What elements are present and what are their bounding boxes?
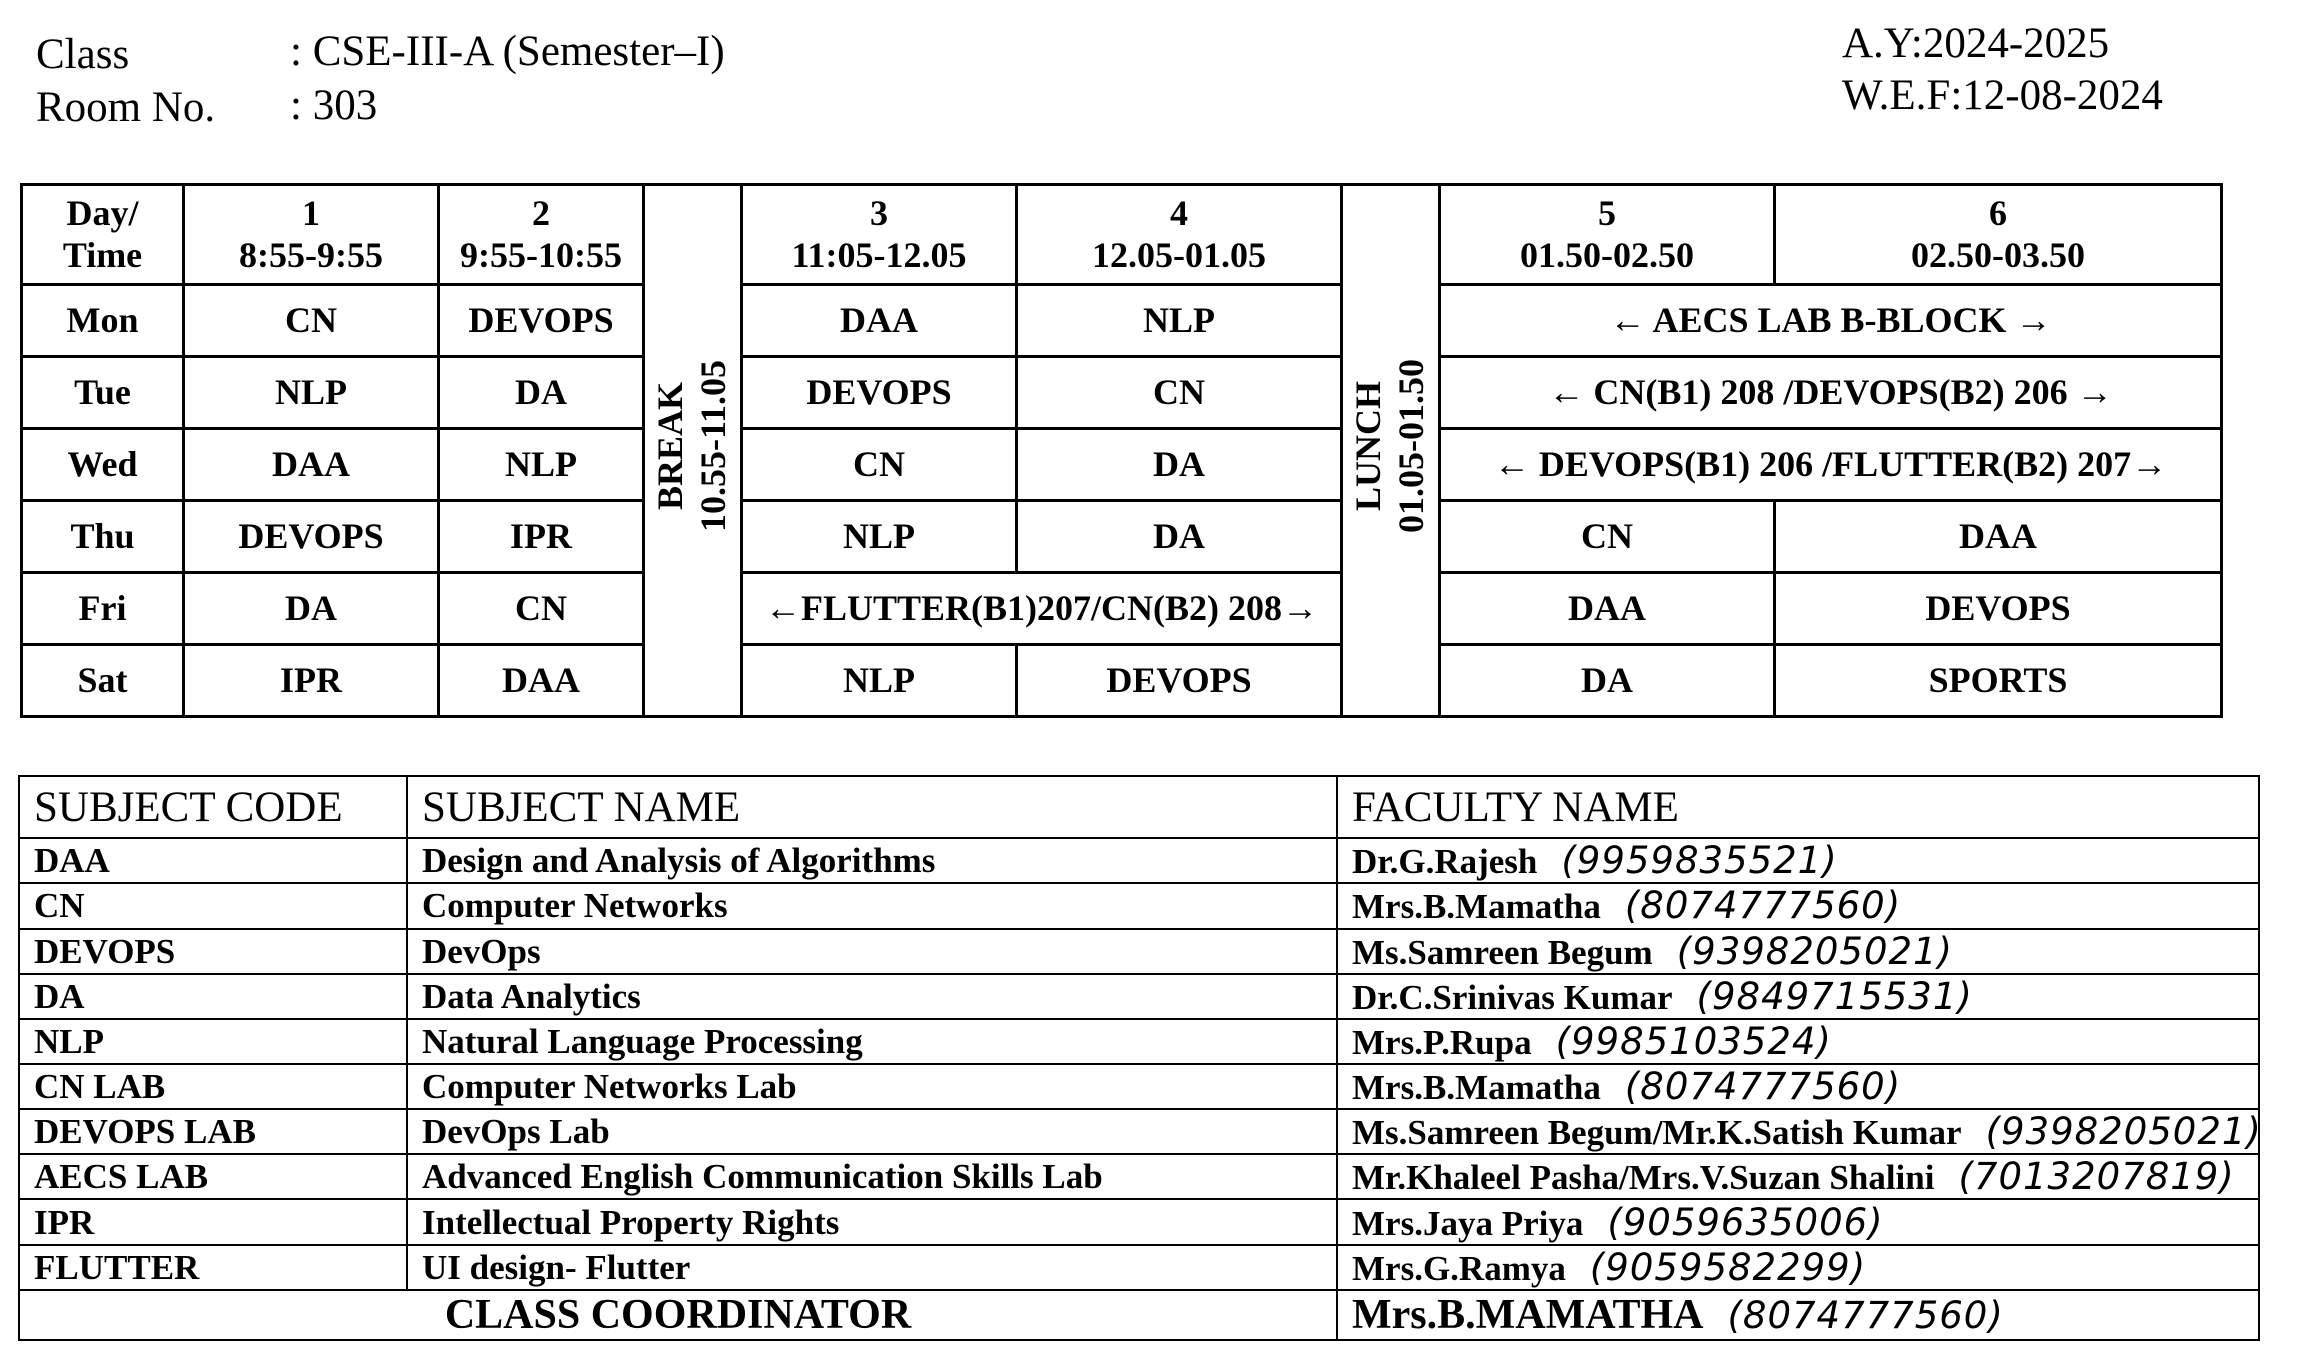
faculty-name: Mrs.P.Rupa <box>1352 1022 1532 1062</box>
break-time: 10.55-11.05 <box>693 359 734 532</box>
faculty-cell <box>1337 974 2259 1019</box>
subject-row <box>19 1245 2259 1290</box>
subject-code: DAA <box>19 838 407 883</box>
slot-cell: IPR <box>439 501 644 573</box>
slot-cell: IPR <box>184 645 439 717</box>
class-coordinator-name: Mrs.B.MAMATHA <box>1352 1291 1704 1338</box>
faculty-cell <box>1337 929 2259 974</box>
faculty-cell <box>1337 883 2259 928</box>
slot-cell: DA <box>1017 501 1342 573</box>
slot-cell: CN <box>1017 357 1342 429</box>
lunch-label: LUNCH <box>1348 380 1389 511</box>
subject-name: Intellectual Property Rights <box>407 1199 1337 1244</box>
class-coordinator-label: CLASS COORDINATOR <box>19 1290 1337 1340</box>
subject-code: NLP <box>19 1019 407 1064</box>
timetable-row-thu <box>22 501 2222 573</box>
subject-code: FLUTTER <box>19 1245 407 1290</box>
timetable-row-wed <box>22 429 2222 501</box>
day-time-header: Day/ Time <box>22 185 184 285</box>
period-4-time: 12.05-01.05 <box>1092 234 1266 275</box>
subject-code: CN LAB <box>19 1064 407 1109</box>
subject-row <box>19 883 2259 928</box>
faculty-name: Dr.C.Srinivas Kumar <box>1352 977 1673 1017</box>
subject-name: Advanced English Communication Skills Lab <box>407 1154 1337 1199</box>
faculty-cell <box>1337 1245 2259 1290</box>
subject-name-header: SUBJECT NAME <box>407 776 1337 838</box>
day-cell: Mon <box>22 285 184 357</box>
slot-cell: DAA <box>1440 573 1775 645</box>
slot-cell: NLP <box>439 429 644 501</box>
period-5-number: 5 <box>1598 193 1616 234</box>
subject-row <box>19 1199 2259 1244</box>
subject-row <box>19 1109 2259 1154</box>
period-2-header <box>439 185 644 285</box>
faculty-phone: (9398205021) <box>1985 1110 2262 1154</box>
slot-cell: CN <box>1440 501 1775 573</box>
faculty-cell <box>1337 1109 2262 1154</box>
faculty-cell <box>1337 1199 2259 1244</box>
period-4-header <box>1017 185 1342 285</box>
lab-slot-cell: ←FLUTTER(B1)207/CN(B2) 208→ <box>742 573 1342 645</box>
subject-row <box>19 838 2259 883</box>
period-6-time: 02.50-03.50 <box>1911 234 2085 275</box>
period-2-time: 9:55-10:55 <box>460 234 622 275</box>
subject-name: Design and Analysis of Algorithms <box>407 838 1337 883</box>
slot-cell: DAA <box>439 645 644 717</box>
timetable-row-mon <box>22 285 2222 357</box>
period-1-time: 8:55-9:55 <box>239 234 383 275</box>
period-1-number: 1 <box>302 193 320 234</box>
subject-name: DevOps <box>407 929 1337 974</box>
period-3-header <box>742 185 1017 285</box>
lab-slot-cell: ← CN(B1) 208 /DEVOPS(B2) 206 → <box>1440 357 2222 429</box>
faculty-name: Ms.Samreen Begum/Mr.K.Satish Kumar <box>1352 1113 1962 1153</box>
day-cell: Tue <box>22 357 184 429</box>
subject-row <box>19 1064 2259 1109</box>
day-cell: Fri <box>22 573 184 645</box>
subject-code: IPR <box>19 1199 407 1244</box>
period-1-header <box>184 185 439 285</box>
faculty-name: Ms.Samreen Begum <box>1352 932 1653 972</box>
lunch-time: 01.05-01.50 <box>1391 358 1432 533</box>
faculty-phone: (8074777560) <box>1624 1065 1902 1109</box>
slot-cell: DEVOPS <box>742 357 1017 429</box>
subject-row <box>19 974 2259 1019</box>
subject-name: Computer Networks <box>407 883 1337 928</box>
lab-slot-cell: ← AECS LAB B-BLOCK → <box>1440 285 2222 357</box>
timetable-row-sat <box>22 645 2222 717</box>
slot-cell: NLP <box>184 357 439 429</box>
lunch-text <box>1347 359 1433 533</box>
period-4-number: 4 <box>1170 193 1188 234</box>
wef-date: W.E.F:12-08-2024 <box>1842 72 2163 119</box>
faculty-phone: (8074777560) <box>1624 884 1902 928</box>
faculty-phone: (9849715531) <box>1696 974 1973 1018</box>
subject-row <box>19 1154 2259 1199</box>
day-cell: Sat <box>22 645 184 717</box>
faculty-phone: (9398205021) <box>1676 929 1953 973</box>
subject-name: Data Analytics <box>407 974 1337 1019</box>
subject-table-header <box>19 776 2259 838</box>
timetable-header-row <box>22 185 2222 285</box>
slot-cell: DEVOPS <box>1775 573 2222 645</box>
faculty-name-header: FACULTY NAME <box>1337 776 2259 838</box>
class-label: Class <box>36 31 130 78</box>
timetable <box>20 183 2223 718</box>
academic-year: A.Y:2024-2025 <box>1842 20 2110 67</box>
subject-name: UI design- Flutter <box>407 1245 1337 1290</box>
slot-cell: CN <box>184 285 439 357</box>
room-label: Room No. <box>36 84 216 131</box>
day-cell: Thu <box>22 501 184 573</box>
day-cell: Wed <box>22 429 184 501</box>
timetable-row-fri <box>22 573 2222 645</box>
subject-row <box>19 929 2259 974</box>
break-column <box>644 185 742 717</box>
faculty-name: Mrs.Jaya Priya <box>1352 1203 1584 1243</box>
slot-cell: CN <box>742 429 1017 501</box>
period-5-header <box>1440 185 1775 285</box>
room-value: : 303 <box>290 82 378 129</box>
period-3-number: 3 <box>870 193 888 234</box>
slot-cell: DEVOPS <box>439 285 644 357</box>
slot-cell: NLP <box>1017 285 1342 357</box>
slot-cell: DA <box>1440 645 1775 717</box>
subject-code: AECS LAB <box>19 1154 407 1199</box>
slot-cell: DEVOPS <box>1017 645 1342 717</box>
break-text <box>649 360 735 532</box>
faculty-cell <box>1337 1064 2259 1109</box>
faculty-name: Mrs.B.Mamatha <box>1352 887 1601 927</box>
subject-name: DevOps Lab <box>407 1109 1337 1154</box>
faculty-phone: (9059635006) <box>1607 1200 1884 1244</box>
slot-cell: NLP <box>742 501 1017 573</box>
faculty-phone: (9985103524) <box>1555 1019 1832 1063</box>
break-label: BREAK <box>650 381 691 510</box>
faculty-name: Dr.G.Rajesh <box>1352 842 1538 882</box>
faculty-cell <box>1337 838 2259 883</box>
faculty-cell <box>1337 1154 2259 1199</box>
class-coordinator-cell <box>1337 1290 2259 1340</box>
faculty-cell <box>1337 1019 2259 1064</box>
slot-cell: SPORTS <box>1775 645 2222 717</box>
period-6-header <box>1775 185 2222 285</box>
slot-cell: DAA <box>1775 501 2222 573</box>
faculty-name: Mrs.G.Ramya <box>1352 1248 1566 1288</box>
period-6-number: 6 <box>1989 193 2007 234</box>
slot-cell: DAA <box>184 429 439 501</box>
slot-cell: NLP <box>742 645 1017 717</box>
slot-cell: DA <box>1017 429 1342 501</box>
class-coordinator-phone: (8074777560) <box>1727 1293 2004 1337</box>
faculty-name: Mr.Khaleel Pasha/Mrs.V.Suzan Shalini <box>1352 1158 1935 1198</box>
timetable-row-tue <box>22 357 2222 429</box>
subject-code: CN <box>19 883 407 928</box>
subject-name: Computer Networks Lab <box>407 1064 1337 1109</box>
slot-cell: DA <box>439 357 644 429</box>
subject-code: DEVOPS LAB <box>19 1109 407 1154</box>
subject-code-header: SUBJECT CODE <box>19 776 407 838</box>
period-3-time: 11:05-12.05 <box>791 234 967 275</box>
faculty-phone: (9059582299) <box>1589 1245 1867 1289</box>
subject-name: Natural Language Processing <box>407 1019 1337 1064</box>
slot-cell: CN <box>439 573 644 645</box>
subject-row <box>19 1019 2259 1064</box>
class-value: : CSE-III-A (Semester–I) <box>290 28 725 75</box>
subject-code: DEVOPS <box>19 929 407 974</box>
lab-slot-cell: ← DEVOPS(B1) 206 /FLUTTER(B2) 207→ <box>1440 429 2222 501</box>
faculty-name: Mrs.B.Mamatha <box>1352 1068 1601 1108</box>
subject-code: DA <box>19 974 407 1019</box>
period-2-number: 2 <box>532 193 550 234</box>
slot-cell: DAA <box>742 285 1017 357</box>
slot-cell: DA <box>184 573 439 645</box>
period-5-time: 01.50-02.50 <box>1520 234 1694 275</box>
class-coordinator-row <box>19 1290 2259 1340</box>
lunch-column <box>1342 185 1440 717</box>
faculty-phone: (9959835521) <box>1561 839 1838 883</box>
slot-cell: DEVOPS <box>184 501 439 573</box>
subject-faculty-table <box>18 775 2260 1341</box>
faculty-phone: (7013207819) <box>1958 1155 2235 1199</box>
